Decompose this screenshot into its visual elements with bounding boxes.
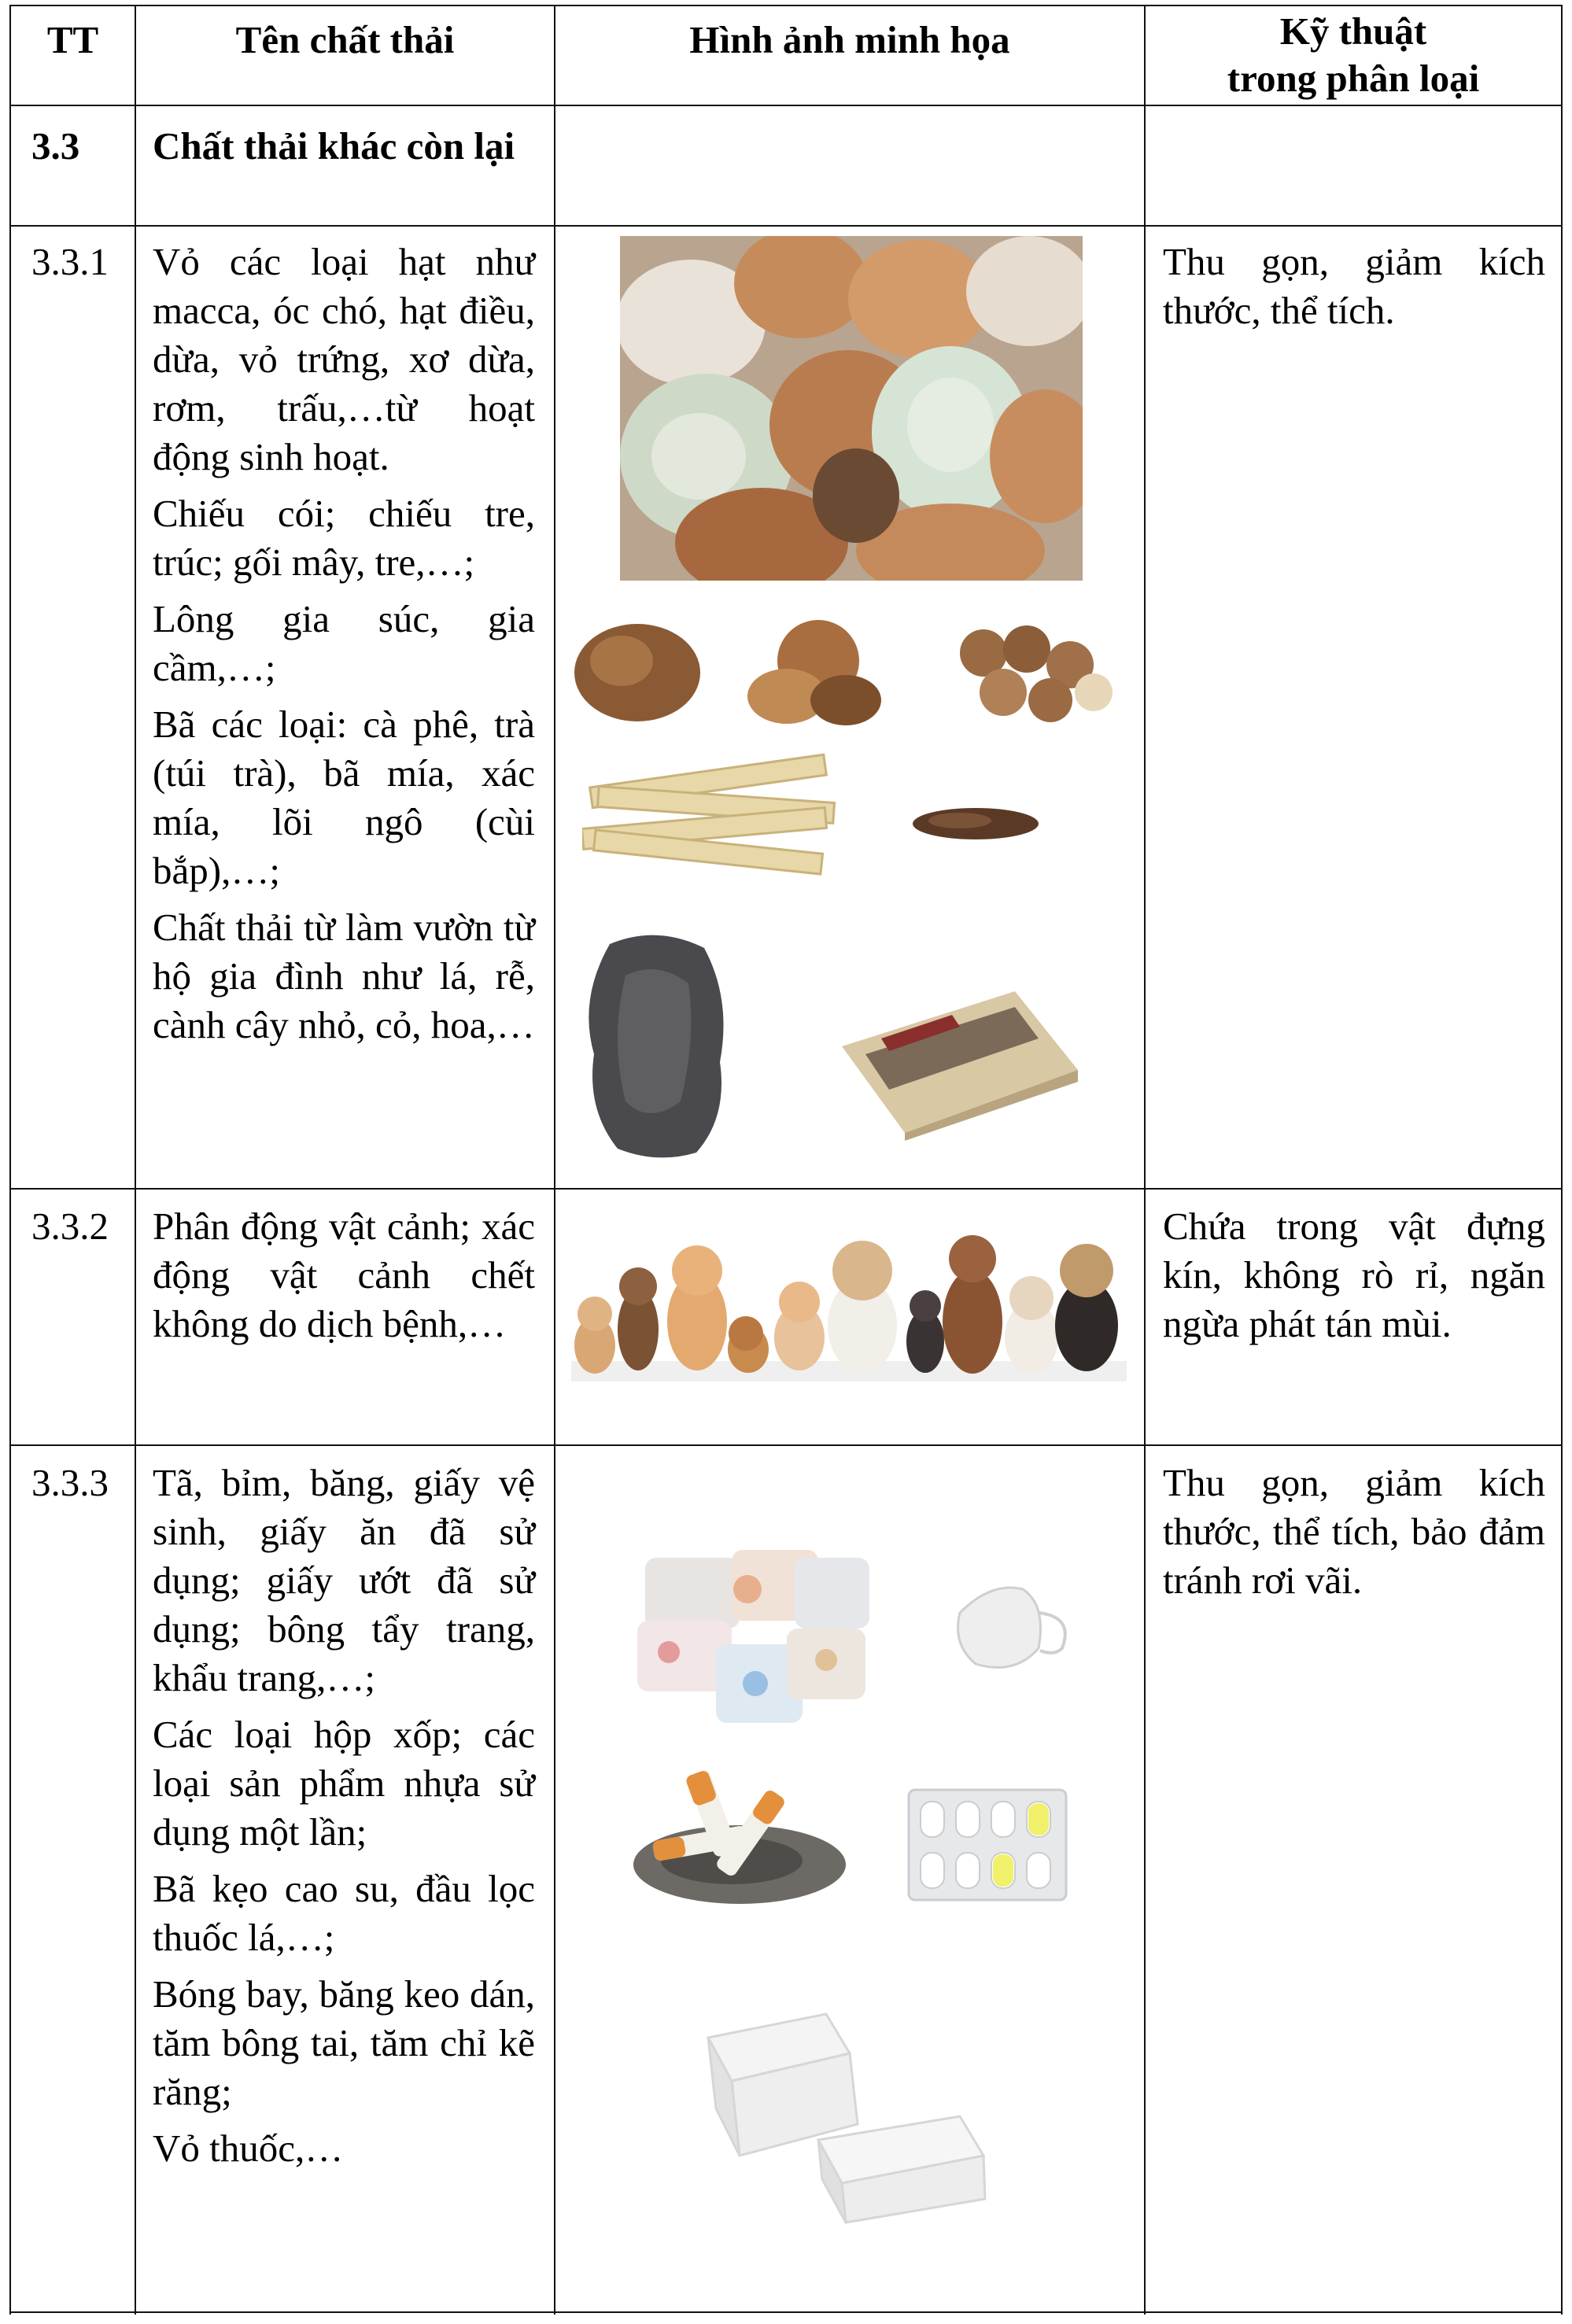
fur-photo bbox=[578, 928, 736, 1164]
foam-box-photo bbox=[692, 2006, 999, 2226]
waste-item: Vỏ thuốc,… bbox=[153, 2127, 344, 2170]
header-technique bbox=[1146, 8, 1561, 102]
classification-technique: Thu gọn, giảm kích thước, thể tích. bbox=[1163, 240, 1545, 332]
section-title: Chất thải khác còn lại bbox=[153, 124, 515, 168]
nuts-photo bbox=[574, 606, 1117, 740]
waste-item: Vỏ các loại hạt như macca, óc chó, hạt điều, dừa, vỏ trứng, xơ dừa, rơm, trấu,…từ hoạt động sinh hoạt. bbox=[153, 240, 535, 478]
classification-technique: Thu gọn, giảm kích thước, thể tích, bảo đảm tránh rơi vãi. bbox=[1163, 1461, 1545, 1602]
column-divider bbox=[554, 5, 555, 2315]
waste-item: Lông gia súc, gia cầm,…; bbox=[153, 597, 535, 689]
header-tt: TT bbox=[46, 18, 99, 61]
waste-item: Tã, bỉm, băng, giấy vệ sinh, giấy ăn đã sử dụng; giấy ướt đã sử dụng; bông tẩy trang, khẩu trang,…; bbox=[153, 1461, 535, 1699]
header-technique-line2: trong phân loại bbox=[1227, 57, 1480, 100]
waste-item: Chiếu cói; chiếu tre, trúc; gối mây, tre,…; bbox=[153, 492, 535, 584]
header-technique-line1: Kỹ thuật bbox=[1279, 9, 1427, 53]
coffee-grounds-photo bbox=[905, 799, 1046, 846]
column-divider bbox=[135, 5, 136, 2315]
mat-photo bbox=[834, 983, 1086, 1141]
waste-item: Chất thải từ làm vườn từ hộ gia đình như lá, rễ, cành cây nhỏ, cỏ, hoa,… bbox=[153, 906, 535, 1046]
pets-photo bbox=[571, 1204, 1127, 1381]
column-divider bbox=[1144, 5, 1146, 2315]
header-divider bbox=[9, 105, 1563, 106]
row-divider bbox=[9, 1188, 1563, 1190]
waste-item: Bã các loại: cà phê, trà (túi trà), bã mía, xác mía, lõi ngô (cùi bắp),…; bbox=[153, 703, 535, 892]
waste-item: Các loại hộp xốp; các loại sản phẩm nhựa sử dụng một lần; bbox=[153, 1713, 535, 1854]
waste-description bbox=[153, 1459, 535, 2181]
section-divider bbox=[9, 225, 1563, 227]
cigarette-butts-photo bbox=[622, 1754, 850, 1912]
row-number: 3.3.1 bbox=[31, 240, 109, 283]
sugarcane-photo bbox=[582, 747, 842, 881]
waste-description bbox=[153, 1202, 535, 1356]
eggshells-photo bbox=[620, 236, 1083, 581]
diapers-photo bbox=[637, 1542, 873, 1739]
classification-technique: Chứa trong vật đựng kín, không rò rỉ, ngăn ngừa phát tán mùi. bbox=[1163, 1204, 1545, 1345]
header-waste-name: Tên chất thải bbox=[235, 18, 455, 61]
pill-blister-photo bbox=[905, 1786, 1070, 1904]
waste-item: Bã kẹo cao su, đầu lọc thuốc lá,…; bbox=[153, 1867, 535, 1959]
waste-description bbox=[153, 238, 535, 1057]
waste-item: Phân động vật cảnh; xác động vật cảnh chết không do dịch bệnh,… bbox=[153, 1204, 535, 1345]
row-number: 3.3.3 bbox=[31, 1461, 109, 1504]
section-number: 3.3 bbox=[31, 124, 80, 168]
table-border-top bbox=[9, 5, 1563, 6]
header-illustration: Hình ảnh minh họa bbox=[689, 18, 1010, 61]
row-number: 3.3.2 bbox=[31, 1204, 109, 1248]
face-mask-photo bbox=[944, 1573, 1078, 1684]
table-border-left bbox=[9, 5, 11, 2315]
waste-item: Bóng bay, băng keo dán, tăm bông tai, tăm chỉ kẽ răng; bbox=[153, 1972, 535, 2113]
table-border-bottom bbox=[9, 2311, 1563, 2313]
table-border-right bbox=[1561, 5, 1563, 2315]
row-divider bbox=[9, 1444, 1563, 1446]
